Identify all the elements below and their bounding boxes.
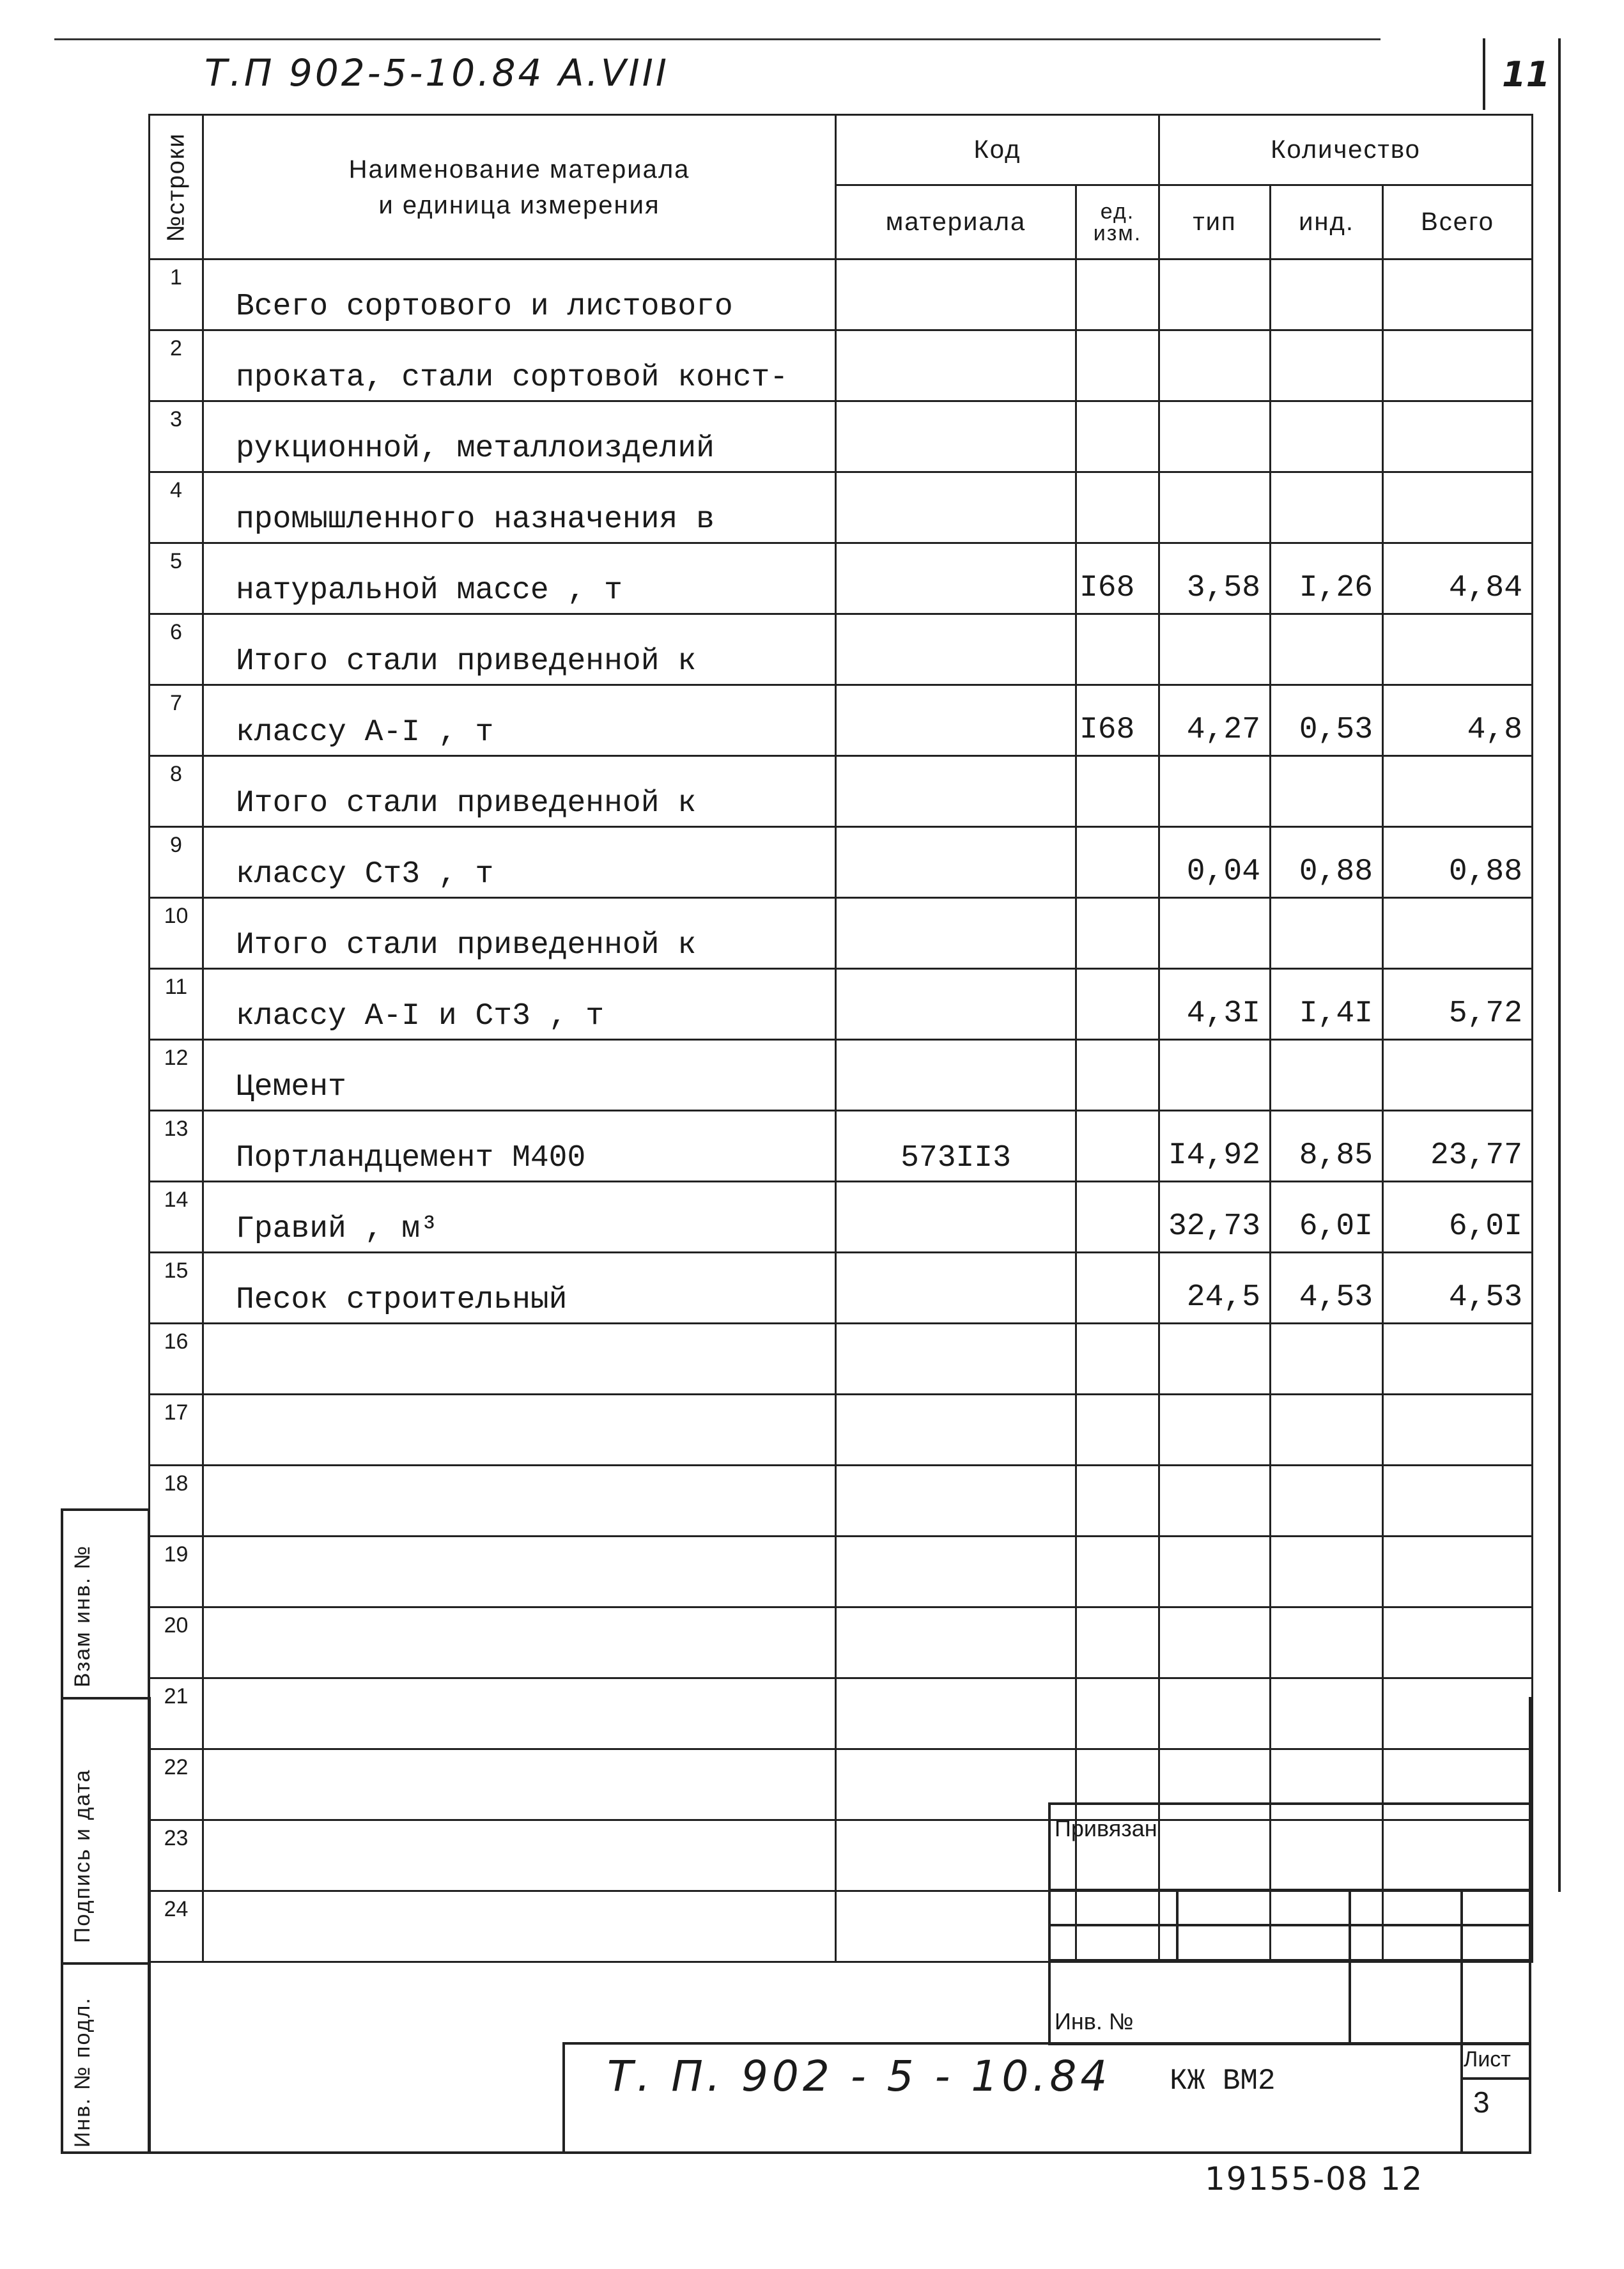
qty-ind-cell: 0,53 — [1271, 685, 1383, 756]
qty-total-cell: 4,84 — [1383, 543, 1533, 614]
qty-total-cell — [1383, 898, 1533, 969]
qty-type-cell — [1159, 1395, 1271, 1466]
material-name-cell — [203, 1678, 836, 1749]
unit-code-cell — [1076, 1182, 1159, 1253]
binding-stamp-col-1 — [1176, 1889, 1179, 1959]
table-row — [150, 401, 1533, 472]
material-code-cell — [836, 614, 1076, 685]
material-code-cell — [836, 1820, 1076, 1891]
table-row — [150, 1182, 1533, 1253]
material-code-cell — [836, 1324, 1076, 1395]
unit-code-cell — [1076, 330, 1159, 401]
row-number-cell: 24 — [150, 1891, 203, 1962]
unit-code-cell — [1076, 614, 1159, 685]
qty-ind-cell — [1271, 1395, 1383, 1466]
material-name-cell: классу А-I , т — [203, 685, 836, 756]
table-row — [150, 827, 1533, 898]
unit-code-cell — [1076, 1607, 1159, 1678]
material-name-cell — [203, 1466, 836, 1537]
qty-total-cell — [1383, 1678, 1533, 1749]
row-number-cell: 1 — [150, 259, 203, 330]
qty-total-cell — [1383, 1607, 1533, 1678]
material-name-cell: Портландцемент М400 — [203, 1111, 836, 1182]
material-code-cell — [836, 472, 1076, 543]
qty-ind-cell — [1271, 330, 1383, 401]
unit-code-cell — [1076, 1111, 1159, 1182]
qty-type-cell: 4,3I — [1159, 969, 1271, 1040]
table-row — [150, 685, 1533, 756]
material-name-cell — [203, 1820, 836, 1891]
left-stamp-divider-2 — [61, 1962, 150, 1965]
unit-code-cell — [1076, 1395, 1159, 1466]
material-name-cell: Итого стали приведенной к — [203, 756, 836, 827]
row-number-cell: 17 — [150, 1395, 203, 1466]
table-row — [150, 614, 1533, 685]
sheet-left-border — [148, 1697, 151, 2154]
qty-type-cell — [1159, 259, 1271, 330]
unit-code-cell — [1076, 827, 1159, 898]
material-code-cell — [836, 1466, 1076, 1537]
qty-total-cell — [1383, 1537, 1533, 1607]
table-row — [150, 1678, 1533, 1749]
right-margin-line — [1558, 38, 1561, 1892]
row-number-cell: 12 — [150, 1040, 203, 1111]
qty-total-cell — [1383, 1466, 1533, 1537]
material-name-cell — [203, 1607, 836, 1678]
qty-ind-cell: 0,88 — [1271, 827, 1383, 898]
material-code-cell — [836, 1253, 1076, 1324]
sheet-number: 3 — [1473, 2086, 1490, 2119]
unit-code-cell — [1076, 1466, 1159, 1537]
col-row-number-header: №строки — [150, 115, 203, 259]
sheet-cell-divider — [1460, 2077, 1531, 2080]
material-name-cell: Гравий , м³ — [203, 1182, 836, 1253]
row-number-cell: 16 — [150, 1324, 203, 1395]
qty-ind-cell — [1271, 1324, 1383, 1395]
col-qty-type-header: тип — [1159, 185, 1271, 259]
col-name-header: Наименование материала и единица измерения — [203, 115, 836, 259]
side-label-inv-podl: Инв. № подл. — [70, 1997, 95, 2148]
title-doc-code: КЖ ВМ2 — [1170, 2064, 1276, 2098]
qty-total-cell — [1383, 472, 1533, 543]
row-number-cell: 15 — [150, 1253, 203, 1324]
qty-type-cell — [1159, 401, 1271, 472]
header-doc-ref: Т.П 902-5-10.84 А.VIII — [205, 51, 669, 95]
qty-total-cell — [1383, 330, 1533, 401]
material-name-cell — [203, 1749, 836, 1820]
sheet-label: Лист — [1464, 2047, 1511, 2072]
unit-code-cell — [1076, 259, 1159, 330]
table-row — [150, 1040, 1533, 1111]
binding-stamp-line-3 — [1048, 1959, 1531, 1962]
qty-type-cell: 32,73 — [1159, 1182, 1271, 1253]
qty-ind-cell — [1271, 1466, 1383, 1537]
material-code-cell — [836, 1182, 1076, 1253]
row-number-cell: 13 — [150, 1111, 203, 1182]
row-number-cell: 10 — [150, 898, 203, 969]
row-number-cell: 5 — [150, 543, 203, 614]
row-number-cell: 18 — [150, 1466, 203, 1537]
material-code-cell — [836, 756, 1076, 827]
row-number-cell: 6 — [150, 614, 203, 685]
table-row — [150, 1253, 1533, 1324]
col-code-material-header: материала — [836, 185, 1076, 259]
qty-ind-cell — [1271, 1040, 1383, 1111]
qty-ind-cell: 8,85 — [1271, 1111, 1383, 1182]
side-label-vzam-inv: Взам инв. № — [70, 1544, 95, 1687]
qty-type-cell — [1159, 1607, 1271, 1678]
header-page-number: 11 — [1502, 54, 1551, 95]
qty-type-cell — [1159, 756, 1271, 827]
table-row — [150, 1607, 1533, 1678]
qty-ind-cell — [1271, 898, 1383, 969]
table-row — [150, 1537, 1533, 1607]
qty-ind-cell — [1271, 259, 1383, 330]
material-name-cell: натуральной массе , т — [203, 543, 836, 614]
qty-type-cell — [1159, 1040, 1271, 1111]
row-number-cell: 7 — [150, 685, 203, 756]
row-number-cell: 2 — [150, 330, 203, 401]
material-name-cell: проката, стали сортовой конст- — [203, 330, 836, 401]
material-code-cell — [836, 1607, 1076, 1678]
material-name-cell: Всего сортового и листового — [203, 259, 836, 330]
table-row — [150, 330, 1533, 401]
table-row — [150, 259, 1533, 330]
material-name-cell: Цемент — [203, 1040, 836, 1111]
qty-ind-cell — [1271, 472, 1383, 543]
row-number-cell: 8 — [150, 756, 203, 827]
material-code-cell — [836, 330, 1076, 401]
unit-code-cell — [1076, 1537, 1159, 1607]
unit-code-cell — [1076, 401, 1159, 472]
row-number-cell: 23 — [150, 1820, 203, 1891]
qty-total-cell — [1383, 1040, 1533, 1111]
material-code-cell — [836, 1749, 1076, 1820]
qty-total-cell — [1383, 1324, 1533, 1395]
qty-total-cell — [1383, 756, 1533, 827]
unit-code-cell — [1076, 969, 1159, 1040]
material-name-cell: классу Ст3 , т — [203, 827, 836, 898]
unit-code-cell — [1076, 898, 1159, 969]
qty-ind-cell — [1271, 1537, 1383, 1607]
row-number-cell: 3 — [150, 401, 203, 472]
row-number-cell: 14 — [150, 1182, 203, 1253]
qty-ind-cell — [1271, 1607, 1383, 1678]
qty-ind-cell: 4,53 — [1271, 1253, 1383, 1324]
row-number-cell: 22 — [150, 1749, 203, 1820]
qty-total-cell: 4,53 — [1383, 1253, 1533, 1324]
table-row — [150, 1324, 1533, 1395]
left-stamp-divider-1 — [61, 1697, 150, 1700]
qty-type-cell: 3,58 — [1159, 543, 1271, 614]
material-code-cell — [836, 1678, 1076, 1749]
material-code-cell — [836, 898, 1076, 969]
table-row — [150, 969, 1533, 1040]
unit-code-cell: I68 — [1076, 685, 1159, 756]
col-quantity-header: Количество — [1159, 115, 1533, 185]
table-row — [150, 1395, 1533, 1466]
material-code-cell — [836, 1537, 1076, 1607]
col-code-unit-header: ед. изм. — [1076, 185, 1159, 259]
qty-ind-cell — [1271, 401, 1383, 472]
table-row — [150, 756, 1533, 827]
material-code-cell — [836, 685, 1076, 756]
material-name-cell: Итого стали приведенной к — [203, 898, 836, 969]
qty-total-cell — [1383, 401, 1533, 472]
stamp-privyazan: Привязан — [1055, 1815, 1157, 1841]
qty-ind-cell: I,4I — [1271, 969, 1383, 1040]
qty-type-cell — [1159, 1678, 1271, 1749]
row-number-cell: 11 — [150, 969, 203, 1040]
footer-note: 19155-08 12 — [1205, 2160, 1424, 2197]
qty-total-cell — [1383, 1395, 1533, 1466]
material-code-cell: 573II3 — [836, 1111, 1076, 1182]
binding-stamp-line-2 — [1048, 1924, 1531, 1926]
binding-stamp-col-2 — [1349, 1889, 1351, 2045]
qty-total-cell: 5,72 — [1383, 969, 1533, 1040]
row-number-cell: 9 — [150, 827, 203, 898]
material-code-cell — [836, 259, 1076, 330]
material-code-cell — [836, 543, 1076, 614]
qty-ind-cell: I,26 — [1271, 543, 1383, 614]
unit-code-cell: I68 — [1076, 543, 1159, 614]
row-number-cell: 4 — [150, 472, 203, 543]
col-code-header: Код — [836, 115, 1159, 185]
material-code-cell — [836, 969, 1076, 1040]
qty-total-cell: 4,8 — [1383, 685, 1533, 756]
row-number-cell: 21 — [150, 1678, 203, 1749]
material-name-cell: Песок строительный — [203, 1253, 836, 1324]
unit-code-cell — [1076, 1040, 1159, 1111]
qty-type-cell — [1159, 898, 1271, 969]
side-label-podpis-data: Подпись и дата — [70, 1769, 95, 1943]
qty-total-cell: 6,0I — [1383, 1182, 1533, 1253]
material-name-cell: рукционной, металлоизделий — [203, 401, 836, 472]
row-number-cell: 20 — [150, 1607, 203, 1678]
unit-code-cell — [1076, 1324, 1159, 1395]
col-qty-ind-header: инд. — [1271, 185, 1383, 259]
qty-total-cell: 0,88 — [1383, 827, 1533, 898]
col-qty-total-header: Всего — [1383, 185, 1533, 259]
qty-total-cell — [1383, 259, 1533, 330]
material-name-cell — [203, 1395, 836, 1466]
material-code-cell — [836, 1891, 1076, 1962]
top-rule — [54, 38, 1380, 40]
material-code-cell — [836, 827, 1076, 898]
binding-stamp-line-1 — [1048, 1889, 1531, 1891]
unit-code-cell — [1076, 1678, 1159, 1749]
qty-type-cell: 0,04 — [1159, 827, 1271, 898]
table-row — [150, 543, 1533, 614]
material-code-cell — [836, 1395, 1076, 1466]
qty-type-cell — [1159, 330, 1271, 401]
unit-code-cell — [1076, 756, 1159, 827]
qty-type-cell — [1159, 1324, 1271, 1395]
row-number-cell: 19 — [150, 1537, 203, 1607]
table-row — [150, 1466, 1533, 1537]
material-name-cell — [203, 1324, 836, 1395]
qty-ind-cell — [1271, 756, 1383, 827]
qty-type-cell — [1159, 614, 1271, 685]
material-name-cell: промышленного назначения в — [203, 472, 836, 543]
table-row — [150, 1111, 1533, 1182]
materials-table — [148, 114, 1533, 1963]
material-name-cell — [203, 1891, 836, 1962]
qty-type-cell — [1159, 1537, 1271, 1607]
qty-type-cell: I4,92 — [1159, 1111, 1271, 1182]
qty-ind-cell — [1271, 1678, 1383, 1749]
material-name-cell — [203, 1537, 836, 1607]
material-code-cell — [836, 1040, 1076, 1111]
title-doc-ref: Т. П. 902 - 5 - 10.84 — [607, 2052, 1111, 2101]
stamp-inv-no: Инв. № — [1055, 2008, 1134, 2034]
material-code-cell — [836, 401, 1076, 472]
qty-total-cell — [1383, 614, 1533, 685]
unit-code-cell — [1076, 472, 1159, 543]
material-name-cell: Итого стали приведенной к — [203, 614, 836, 685]
qty-total-cell: 23,77 — [1383, 1111, 1533, 1182]
table-row — [150, 472, 1533, 543]
qty-type-cell: 4,27 — [1159, 685, 1271, 756]
material-name-cell: классу А-I и Ст3 , т — [203, 969, 836, 1040]
qty-type-cell — [1159, 472, 1271, 543]
qty-type-cell — [1159, 1466, 1271, 1537]
unit-code-cell — [1076, 1253, 1159, 1324]
table-row — [150, 898, 1533, 969]
header-page-divider — [1483, 38, 1485, 110]
qty-type-cell: 24,5 — [1159, 1253, 1271, 1324]
qty-ind-cell: 6,0I — [1271, 1182, 1383, 1253]
qty-ind-cell — [1271, 614, 1383, 685]
